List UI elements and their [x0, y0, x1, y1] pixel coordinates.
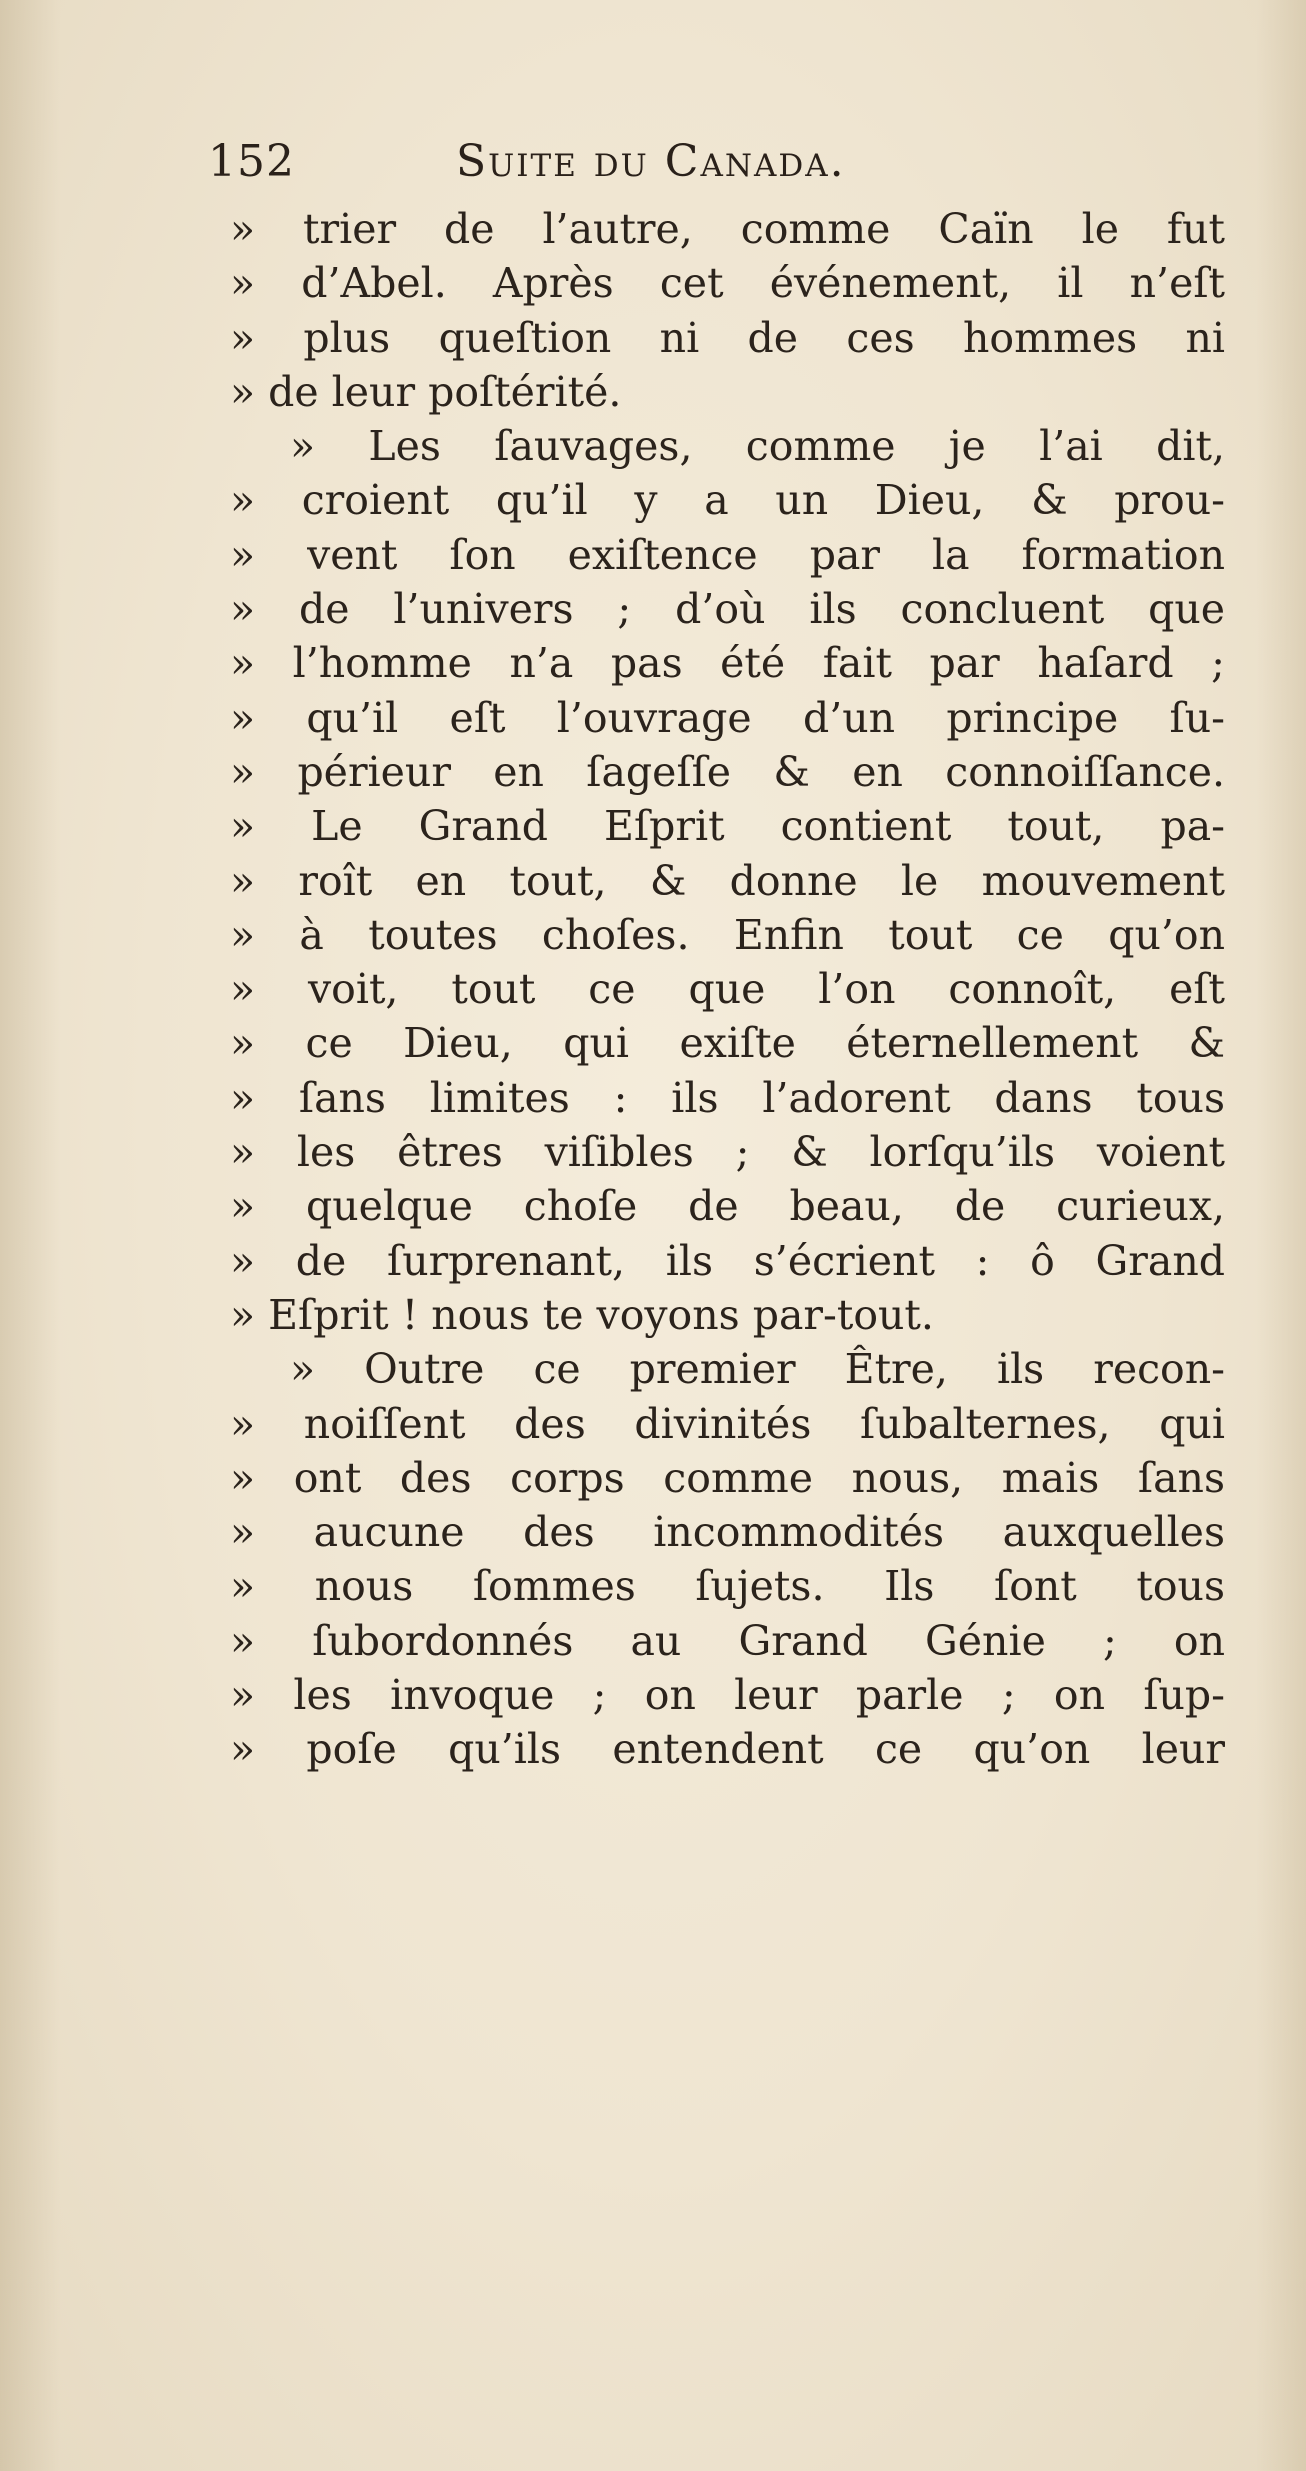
- text-line: » plus queſtion ni de ces hommes ni: [230, 313, 1225, 362]
- text-line: » périeur en ſageſſe & en connoiſſance.: [230, 747, 1225, 796]
- text-line: » aucune des incommodités auxquelles: [230, 1508, 1225, 1557]
- text-line: » les invoque ; on leur parle ; on ſup-: [230, 1671, 1225, 1720]
- page-edge-shadow-left: [0, 0, 60, 2471]
- text-line: » Les ſauvages, comme je l’ai dit,: [290, 422, 1225, 471]
- text-line: » de leur poſtérité.: [230, 367, 622, 416]
- text-line: » de ſurprenant, ils s’écrient : ô Grand: [230, 1236, 1225, 1285]
- text-line: » roît en tout, & donne le mouvement: [230, 856, 1225, 905]
- page-number: 152: [208, 136, 295, 187]
- page-edge-shadow-right: [1256, 0, 1306, 2471]
- text-line: » ce Dieu, qui exiſte éternellement &: [230, 1019, 1225, 1068]
- text-line: » l’homme n’a pas été fait par haſard ;: [230, 639, 1225, 688]
- text-line: » ont des corps comme nous, mais ſans: [230, 1453, 1225, 1502]
- text-line: » voit, tout ce que l’on connoît, eſt: [230, 965, 1225, 1014]
- text-line: » d’Abel. Après cet événement, il n’eſt: [230, 259, 1225, 308]
- text-line: » Eſprit ! nous te voyons par-tout.: [230, 1290, 934, 1339]
- text-line: » noiſſent des divinités ſubalternes, qui: [230, 1399, 1225, 1448]
- text-line: » qu’il eſt l’ouvrage d’un principe ſu-: [230, 693, 1225, 742]
- text-line: » vent ſon exiſtence par la formation: [230, 530, 1225, 579]
- text-line: » les êtres viſibles ; & lorſqu’ils voient: [230, 1128, 1225, 1177]
- text-line: » quelque choſe de beau, de curieux,: [230, 1182, 1225, 1231]
- text-line: » Outre ce premier Être, ils recon-: [290, 1345, 1225, 1394]
- body-text: [230, 202, 1225, 1777]
- text-line: » nous ſommes ſujets. Ils ſont tous: [230, 1562, 1225, 1611]
- text-line: » à toutes choſes. Enfin tout ce qu’on: [230, 910, 1225, 959]
- text-line: » ſubordonnés au Grand Génie ; on: [230, 1616, 1225, 1665]
- text-line: » Le Grand Eſprit contient tout, pa-: [230, 802, 1225, 851]
- text-line: » ſans limites : ils l’adorent dans tous: [230, 1073, 1225, 1122]
- page-header: [208, 128, 1098, 208]
- text-line: » poſe qu’ils entendent ce qu’on leur: [230, 1725, 1225, 1774]
- running-head: Suite du Canada.: [456, 136, 846, 187]
- text-line: » de l’univers ; d’où ils concluent que: [230, 585, 1225, 634]
- text-line: » croient qu’il y a un Dieu, & prou-: [230, 476, 1225, 525]
- text-line: » trier de l’autre, comme Caïn le fut: [230, 205, 1225, 253]
